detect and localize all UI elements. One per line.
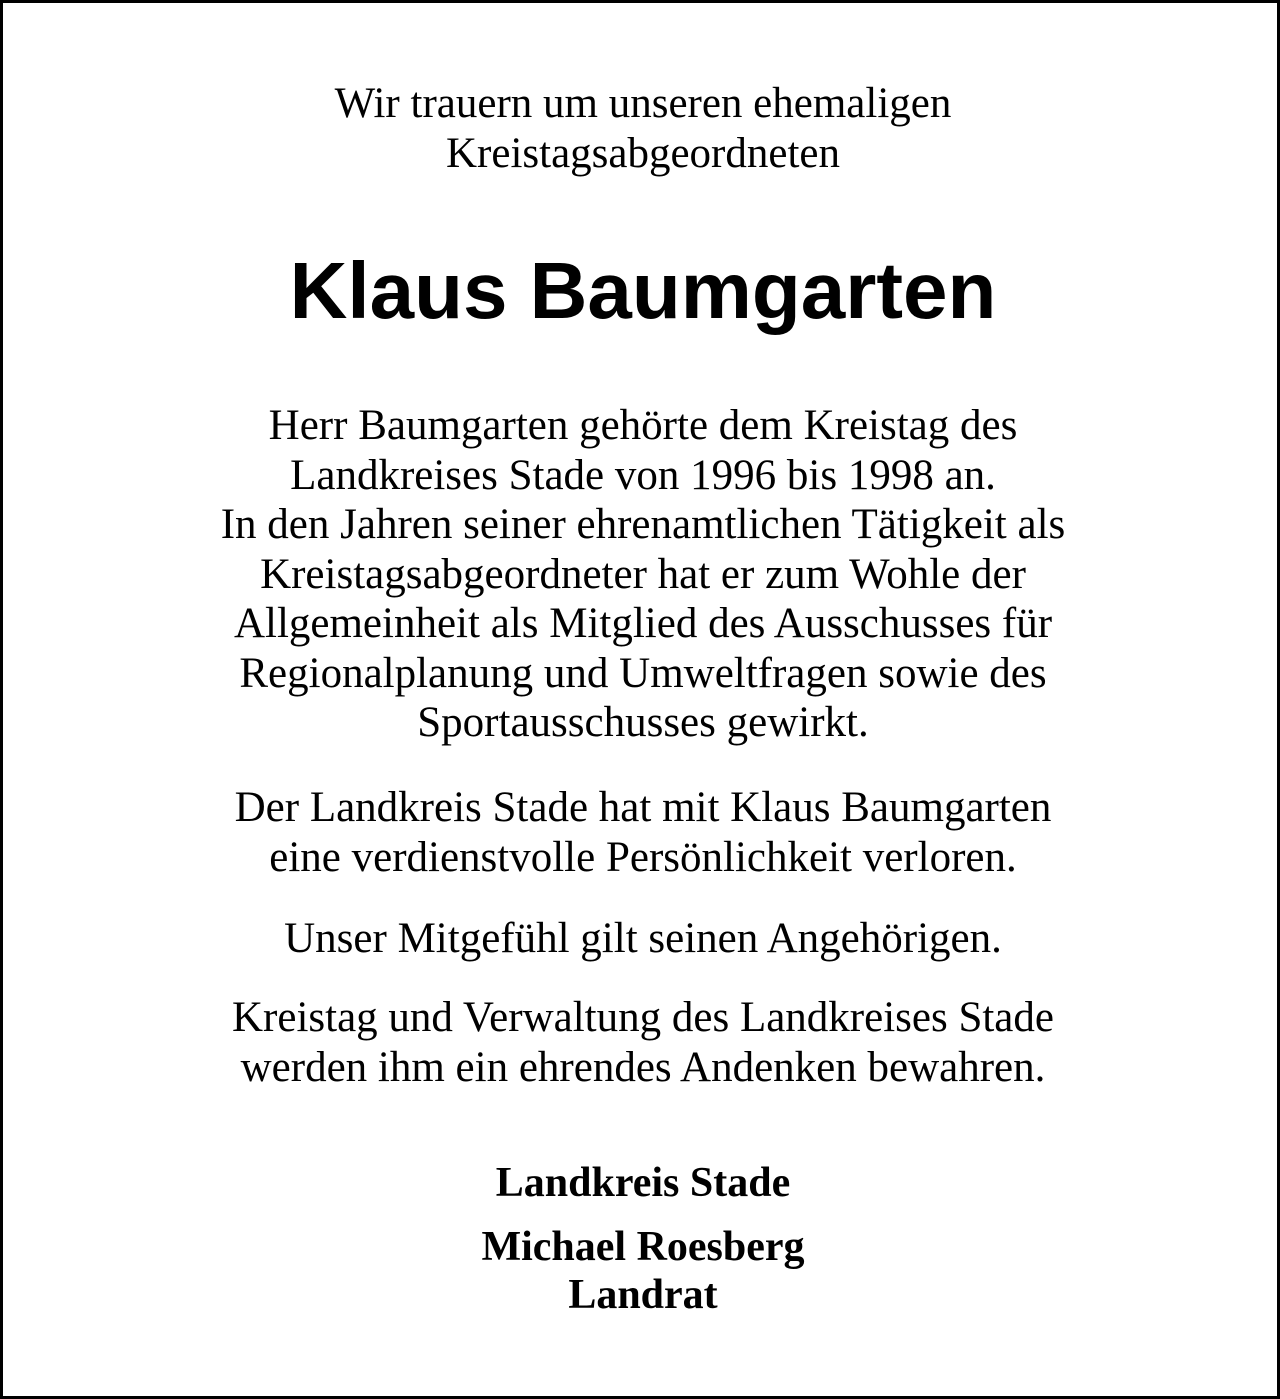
paragraph-line: Allgemeinheit als Mitglied des Ausschusses für xyxy=(233,600,1053,647)
paragraph-line: Kreistag und Verwaltung des Landkreises Stade xyxy=(232,994,1054,1041)
signature-block xyxy=(3,1223,1280,1319)
paragraph-condolence xyxy=(3,914,1280,964)
intro-line: Wir trauern um unseren ehemaligen xyxy=(334,80,952,127)
paragraph-tenure xyxy=(3,401,1280,748)
paragraph-remembrance xyxy=(3,993,1280,1092)
paragraph-line: werden ihm ein ehrendes Andenken bewahren. xyxy=(240,1043,1046,1091)
intro-text xyxy=(3,79,1280,179)
paragraph-line: Der Landkreis Stade hat mit Klaus Baumgarten xyxy=(234,784,1052,831)
paragraph-line: In den Jahren seiner ehrenamtlichen Tätigkeit als xyxy=(220,501,1066,548)
paragraph-loss xyxy=(3,783,1280,882)
intro-line: Kreistagsabgeordneten xyxy=(445,130,840,177)
paragraph-line: eine verdienstvolle Persönlichkeit verloren. xyxy=(269,833,1017,881)
paragraph-line: Kreistagsabgeordneter hat er zum Wohle der xyxy=(260,550,1026,598)
paragraph-line: Herr Baumgarten gehörte dem Kreistag des xyxy=(268,402,1018,449)
signer-title: Landrat xyxy=(568,1272,718,1318)
paragraph-line: Sportausschusses gewirkt. xyxy=(417,699,869,746)
paragraph-line: Unser Mitgefühl gilt seinen Angehörigen. xyxy=(284,915,1002,962)
paragraph-line: Regionalplanung und Umweltfragen sowie des xyxy=(239,649,1047,697)
signature-organization: Landkreis Stade xyxy=(495,1160,791,1206)
signer-name: Michael Roesberg xyxy=(481,1224,805,1270)
paragraph-line: Landkreises Stade von 1996 bis 1998 an. xyxy=(290,451,996,499)
deceased-name: Klaus Baumgarten xyxy=(289,246,997,335)
